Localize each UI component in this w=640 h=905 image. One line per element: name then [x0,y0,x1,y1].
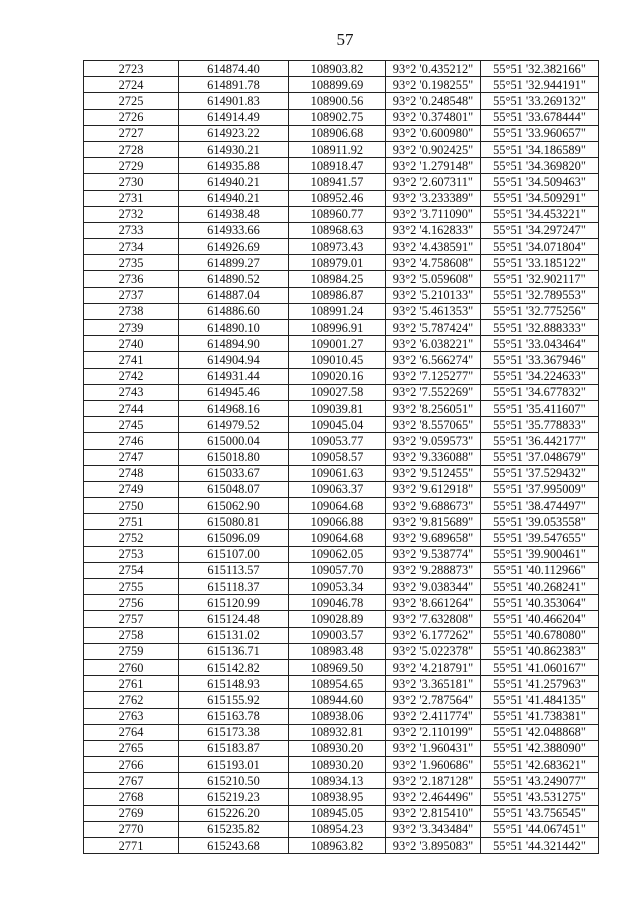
longitude-cell: 93°2 '2.464496" [386,789,481,805]
point-number-cell: 2763 [84,708,179,724]
table-row [84,514,599,530]
longitude-cell: 93°2 '8.557065" [386,417,481,433]
latitude-cell: 55°51 '44.321442" [481,838,599,854]
y-coordinate-cell: 109053.77 [289,433,386,449]
y-coordinate-cell: 108930.20 [289,757,386,773]
table-row [84,206,599,222]
table-row [84,643,599,659]
longitude-cell: 93°2 '5.210133" [386,287,481,303]
longitude-cell: 93°2 '7.125277" [386,368,481,384]
point-number-cell: 2740 [84,336,179,352]
longitude-cell: 93°2 '9.689658" [386,530,481,546]
longitude-cell: 93°2 '7.552269" [386,384,481,400]
latitude-cell: 55°51 '36.442177" [481,433,599,449]
table-row [84,61,599,77]
x-coordinate-cell: 614874.40 [179,61,289,77]
longitude-cell: 93°2 '4.758608" [386,255,481,271]
x-coordinate-cell: 615107.00 [179,546,289,562]
x-coordinate-cell: 614914.49 [179,109,289,125]
point-number-cell: 2766 [84,757,179,773]
longitude-cell: 93°2 '0.248548" [386,93,481,109]
y-coordinate-cell: 109003.57 [289,627,386,643]
point-number-cell: 2738 [84,303,179,319]
table-row [84,141,599,157]
point-number-cell: 2725 [84,93,179,109]
longitude-cell: 93°2 '2.411774" [386,708,481,724]
longitude-cell: 93°2 '9.038344" [386,579,481,595]
x-coordinate-cell: 615120.99 [179,595,289,611]
longitude-cell: 93°2 '3.895083" [386,838,481,854]
latitude-cell: 55°51 '42.388090" [481,740,599,756]
point-number-cell: 2724 [84,77,179,93]
latitude-cell: 55°51 '35.778833" [481,417,599,433]
y-coordinate-cell: 109063.37 [289,481,386,497]
x-coordinate-cell: 615113.57 [179,562,289,578]
longitude-cell: 93°2 '1.960686" [386,757,481,773]
table-row [84,271,599,287]
table-row [84,724,599,740]
x-coordinate-cell: 614930.21 [179,141,289,157]
point-number-cell: 2748 [84,465,179,481]
point-number-cell: 2745 [84,417,179,433]
x-coordinate-cell: 614923.22 [179,125,289,141]
y-coordinate-cell: 109001.27 [289,336,386,352]
x-coordinate-cell: 615096.09 [179,530,289,546]
table-row [84,481,599,497]
point-number-cell: 2768 [84,789,179,805]
table-row [84,562,599,578]
y-coordinate-cell: 109062.05 [289,546,386,562]
longitude-cell: 93°2 '2.607311" [386,174,481,190]
longitude-cell: 93°2 '3.343484" [386,821,481,837]
latitude-cell: 55°51 '38.474497" [481,498,599,514]
x-coordinate-cell: 614890.10 [179,320,289,336]
y-coordinate-cell: 109010.45 [289,352,386,368]
latitude-cell: 55°51 '33.678444" [481,109,599,125]
y-coordinate-cell: 108938.06 [289,708,386,724]
point-number-cell: 2761 [84,676,179,692]
latitude-cell: 55°51 '33.367946" [481,352,599,368]
point-number-cell: 2769 [84,805,179,821]
y-coordinate-cell: 108963.82 [289,838,386,854]
latitude-cell: 55°51 '33.269132" [481,93,599,109]
point-number-cell: 2728 [84,141,179,157]
y-coordinate-cell: 108973.43 [289,239,386,255]
latitude-cell: 55°51 '41.484135" [481,692,599,708]
x-coordinate-cell: 615243.68 [179,838,289,854]
y-coordinate-cell: 108930.20 [289,740,386,756]
longitude-cell: 93°2 '0.435212" [386,61,481,77]
page-number: 57 [336,30,354,49]
latitude-cell: 55°51 '40.466204" [481,611,599,627]
x-coordinate-cell: 614935.88 [179,158,289,174]
table-row [84,417,599,433]
x-coordinate-cell: 614940.21 [179,174,289,190]
x-coordinate-cell: 615193.01 [179,757,289,773]
y-coordinate-cell: 109064.68 [289,498,386,514]
y-coordinate-cell: 109045.04 [289,417,386,433]
x-coordinate-cell: 615219.23 [179,789,289,805]
y-coordinate-cell: 109028.89 [289,611,386,627]
longitude-cell: 93°2 '5.059608" [386,271,481,287]
longitude-cell: 93°2 '5.022378" [386,643,481,659]
y-coordinate-cell: 108960.77 [289,206,386,222]
x-coordinate-cell: 615080.81 [179,514,289,530]
latitude-cell: 55°51 '34.071804" [481,239,599,255]
latitude-cell: 55°51 '34.297247" [481,222,599,238]
longitude-cell: 93°2 '9.612918" [386,481,481,497]
latitude-cell: 55°51 '43.249077" [481,773,599,789]
y-coordinate-cell: 108944.60 [289,692,386,708]
y-coordinate-cell: 108952.46 [289,190,386,206]
point-number-cell: 2754 [84,562,179,578]
point-number-cell: 2732 [84,206,179,222]
table-body [84,61,599,854]
latitude-cell: 55°51 '41.257963" [481,676,599,692]
table-row [84,400,599,416]
y-coordinate-cell: 109064.68 [289,530,386,546]
y-coordinate-cell: 109046.78 [289,595,386,611]
y-coordinate-cell: 108968.63 [289,222,386,238]
point-number-cell: 2755 [84,579,179,595]
x-coordinate-cell: 614890.52 [179,271,289,287]
latitude-cell: 55°51 '40.353064" [481,595,599,611]
longitude-cell: 93°2 '4.438591" [386,239,481,255]
table-row [84,546,599,562]
longitude-cell: 93°2 '9.538774" [386,546,481,562]
latitude-cell: 55°51 '35.411607" [481,400,599,416]
point-number-cell: 2737 [84,287,179,303]
table-row [84,757,599,773]
point-number-cell: 2723 [84,61,179,77]
table-row [84,692,599,708]
table-row [84,336,599,352]
latitude-cell: 55°51 '33.043464" [481,336,599,352]
point-number-cell: 2735 [84,255,179,271]
table-row [84,109,599,125]
table-row [84,287,599,303]
table-row [84,222,599,238]
table-row [84,659,599,675]
longitude-cell: 93°2 '9.336088" [386,449,481,465]
longitude-cell: 93°2 '1.279148" [386,158,481,174]
latitude-cell: 55°51 '41.738381" [481,708,599,724]
x-coordinate-cell: 615148.93 [179,676,289,692]
x-coordinate-cell: 614945.46 [179,384,289,400]
latitude-cell: 55°51 '42.048868" [481,724,599,740]
x-coordinate-cell: 615226.20 [179,805,289,821]
x-coordinate-cell: 614926.69 [179,239,289,255]
longitude-cell: 93°2 '3.711090" [386,206,481,222]
table-row [84,174,599,190]
point-number-cell: 2727 [84,125,179,141]
y-coordinate-cell: 109039.81 [289,400,386,416]
x-coordinate-cell: 615048.07 [179,481,289,497]
table-row [84,579,599,595]
longitude-cell: 93°2 '4.218791" [386,659,481,675]
y-coordinate-cell: 108945.05 [289,805,386,821]
table-row [84,449,599,465]
latitude-cell: 55°51 '40.862383" [481,643,599,659]
point-number-cell: 2759 [84,643,179,659]
longitude-cell: 93°2 '4.162833" [386,222,481,238]
y-coordinate-cell: 108979.01 [289,255,386,271]
point-number-cell: 2739 [84,320,179,336]
table-row [84,595,599,611]
point-number-cell: 2743 [84,384,179,400]
latitude-cell: 55°51 '34.509291" [481,190,599,206]
longitude-cell: 93°2 '2.815410" [386,805,481,821]
x-coordinate-cell: 615235.82 [179,821,289,837]
y-coordinate-cell: 108983.48 [289,643,386,659]
table-row [84,239,599,255]
table-row [84,708,599,724]
longitude-cell: 93°2 '2.787564" [386,692,481,708]
x-coordinate-cell: 614891.78 [179,77,289,93]
y-coordinate-cell: 109058.57 [289,449,386,465]
table-row [84,320,599,336]
table-row [84,255,599,271]
point-number-cell: 2730 [84,174,179,190]
latitude-cell: 55°51 '32.775256" [481,303,599,319]
latitude-cell: 55°51 '39.900461" [481,546,599,562]
longitude-cell: 93°2 '6.566274" [386,352,481,368]
longitude-cell: 93°2 '9.815689" [386,514,481,530]
point-number-cell: 2747 [84,449,179,465]
latitude-cell: 55°51 '37.995009" [481,481,599,497]
latitude-cell: 55°51 '34.224633" [481,368,599,384]
table-row [84,821,599,837]
x-coordinate-cell: 614894.90 [179,336,289,352]
table-row [84,530,599,546]
latitude-cell: 55°51 '32.789553" [481,287,599,303]
point-number-cell: 2753 [84,546,179,562]
latitude-cell: 55°51 '39.053558" [481,514,599,530]
latitude-cell: 55°51 '40.112966" [481,562,599,578]
x-coordinate-cell: 614899.27 [179,255,289,271]
latitude-cell: 55°51 '40.268241" [481,579,599,595]
table-row [84,611,599,627]
coordinates-table [83,60,599,854]
latitude-cell: 55°51 '32.902117" [481,271,599,287]
x-coordinate-cell: 614933.66 [179,222,289,238]
longitude-cell: 93°2 '2.110199" [386,724,481,740]
point-number-cell: 2741 [84,352,179,368]
longitude-cell: 93°2 '0.902425" [386,141,481,157]
point-number-cell: 2762 [84,692,179,708]
longitude-cell: 93°2 '8.661264" [386,595,481,611]
latitude-cell: 55°51 '34.677832" [481,384,599,400]
table-row [84,498,599,514]
x-coordinate-cell: 614931.44 [179,368,289,384]
point-number-cell: 2751 [84,514,179,530]
x-coordinate-cell: 615163.78 [179,708,289,724]
latitude-cell: 55°51 '42.683621" [481,757,599,773]
x-coordinate-cell: 615173.38 [179,724,289,740]
point-number-cell: 2734 [84,239,179,255]
point-number-cell: 2733 [84,222,179,238]
x-coordinate-cell: 615018.80 [179,449,289,465]
point-number-cell: 2731 [84,190,179,206]
latitude-cell: 55°51 '43.531275" [481,789,599,805]
latitude-cell: 55°51 '33.960657" [481,125,599,141]
table-row [84,773,599,789]
y-coordinate-cell: 108903.82 [289,61,386,77]
latitude-cell: 55°51 '32.382166" [481,61,599,77]
x-coordinate-cell: 614901.83 [179,93,289,109]
point-number-cell: 2744 [84,400,179,416]
y-coordinate-cell: 109061.63 [289,465,386,481]
point-number-cell: 2756 [84,595,179,611]
longitude-cell: 93°2 '0.600980" [386,125,481,141]
y-coordinate-cell: 108984.25 [289,271,386,287]
latitude-cell: 55°51 '34.186589" [481,141,599,157]
y-coordinate-cell: 108899.69 [289,77,386,93]
x-coordinate-cell: 615118.37 [179,579,289,595]
longitude-cell: 93°2 '9.059573" [386,433,481,449]
longitude-cell: 93°2 '9.512455" [386,465,481,481]
x-coordinate-cell: 615131.02 [179,627,289,643]
table-row [84,676,599,692]
latitude-cell: 55°51 '34.509463" [481,174,599,190]
longitude-cell: 93°2 '3.233389" [386,190,481,206]
longitude-cell: 93°2 '0.374801" [386,109,481,125]
x-coordinate-cell: 615124.48 [179,611,289,627]
longitude-cell: 93°2 '6.177262" [386,627,481,643]
longitude-cell: 93°2 '8.256051" [386,400,481,416]
y-coordinate-cell: 108934.13 [289,773,386,789]
latitude-cell: 55°51 '37.048679" [481,449,599,465]
y-coordinate-cell: 108991.24 [289,303,386,319]
latitude-cell: 55°51 '34.369820" [481,158,599,174]
point-number-cell: 2764 [84,724,179,740]
table-row [84,352,599,368]
latitude-cell: 55°51 '44.067451" [481,821,599,837]
table-row [84,125,599,141]
y-coordinate-cell: 108906.68 [289,125,386,141]
longitude-cell: 93°2 '9.288873" [386,562,481,578]
point-number-cell: 2758 [84,627,179,643]
point-number-cell: 2770 [84,821,179,837]
longitude-cell: 93°2 '6.038221" [386,336,481,352]
table-row [84,93,599,109]
y-coordinate-cell: 108954.65 [289,676,386,692]
y-coordinate-cell: 108902.75 [289,109,386,125]
y-coordinate-cell: 108941.57 [289,174,386,190]
y-coordinate-cell: 109027.58 [289,384,386,400]
latitude-cell: 55°51 '41.060167" [481,659,599,675]
y-coordinate-cell: 108954.23 [289,821,386,837]
point-number-cell: 2767 [84,773,179,789]
x-coordinate-cell: 614938.48 [179,206,289,222]
y-coordinate-cell: 108918.47 [289,158,386,174]
y-coordinate-cell: 109053.34 [289,579,386,595]
table-row [84,433,599,449]
point-number-cell: 2736 [84,271,179,287]
table-row [84,627,599,643]
x-coordinate-cell: 615062.90 [179,498,289,514]
latitude-cell: 55°51 '40.678080" [481,627,599,643]
table-row [84,368,599,384]
point-number-cell: 2742 [84,368,179,384]
latitude-cell: 55°51 '33.185122" [481,255,599,271]
x-coordinate-cell: 614904.94 [179,352,289,368]
x-coordinate-cell: 615000.04 [179,433,289,449]
x-coordinate-cell: 614979.52 [179,417,289,433]
table-row [84,465,599,481]
x-coordinate-cell: 615183.87 [179,740,289,756]
table-row [84,384,599,400]
point-number-cell: 2729 [84,158,179,174]
point-number-cell: 2752 [84,530,179,546]
y-coordinate-cell: 108996.91 [289,320,386,336]
point-number-cell: 2771 [84,838,179,854]
latitude-cell: 55°51 '32.944191" [481,77,599,93]
longitude-cell: 93°2 '5.787424" [386,320,481,336]
latitude-cell: 55°51 '37.529432" [481,465,599,481]
longitude-cell: 93°2 '2.187128" [386,773,481,789]
x-coordinate-cell: 615033.67 [179,465,289,481]
y-coordinate-cell: 108911.92 [289,141,386,157]
x-coordinate-cell: 614886.60 [179,303,289,319]
longitude-cell: 93°2 '1.960431" [386,740,481,756]
point-number-cell: 2765 [84,740,179,756]
point-number-cell: 2746 [84,433,179,449]
table-row [84,789,599,805]
latitude-cell: 55°51 '32.888333" [481,320,599,336]
point-number-cell: 2750 [84,498,179,514]
y-coordinate-cell: 108900.56 [289,93,386,109]
y-coordinate-cell: 108969.50 [289,659,386,675]
x-coordinate-cell: 614968.16 [179,400,289,416]
longitude-cell: 93°2 '5.461353" [386,303,481,319]
table-row [84,805,599,821]
table-row [84,303,599,319]
table-row [84,158,599,174]
latitude-cell: 55°51 '34.453221" [481,206,599,222]
longitude-cell: 93°2 '3.365181" [386,676,481,692]
y-coordinate-cell: 108986.87 [289,287,386,303]
latitude-cell: 55°51 '43.756545" [481,805,599,821]
y-coordinate-cell: 109057.70 [289,562,386,578]
x-coordinate-cell: 615155.92 [179,692,289,708]
x-coordinate-cell: 614940.21 [179,190,289,206]
table-row [84,838,599,854]
x-coordinate-cell: 615142.82 [179,659,289,675]
table-row [84,740,599,756]
x-coordinate-cell: 614887.04 [179,287,289,303]
y-coordinate-cell: 109066.88 [289,514,386,530]
y-coordinate-cell: 108932.81 [289,724,386,740]
longitude-cell: 93°2 '7.632808" [386,611,481,627]
table-row [84,190,599,206]
point-number-cell: 2726 [84,109,179,125]
y-coordinate-cell: 109020.16 [289,368,386,384]
point-number-cell: 2760 [84,659,179,675]
x-coordinate-cell: 615210.50 [179,773,289,789]
table-row [84,77,599,93]
x-coordinate-cell: 615136.71 [179,643,289,659]
longitude-cell: 93°2 '9.688673" [386,498,481,514]
latitude-cell: 55°51 '39.547655" [481,530,599,546]
point-number-cell: 2757 [84,611,179,627]
longitude-cell: 93°2 '0.198255" [386,77,481,93]
point-number-cell: 2749 [84,481,179,497]
y-coordinate-cell: 108938.95 [289,789,386,805]
